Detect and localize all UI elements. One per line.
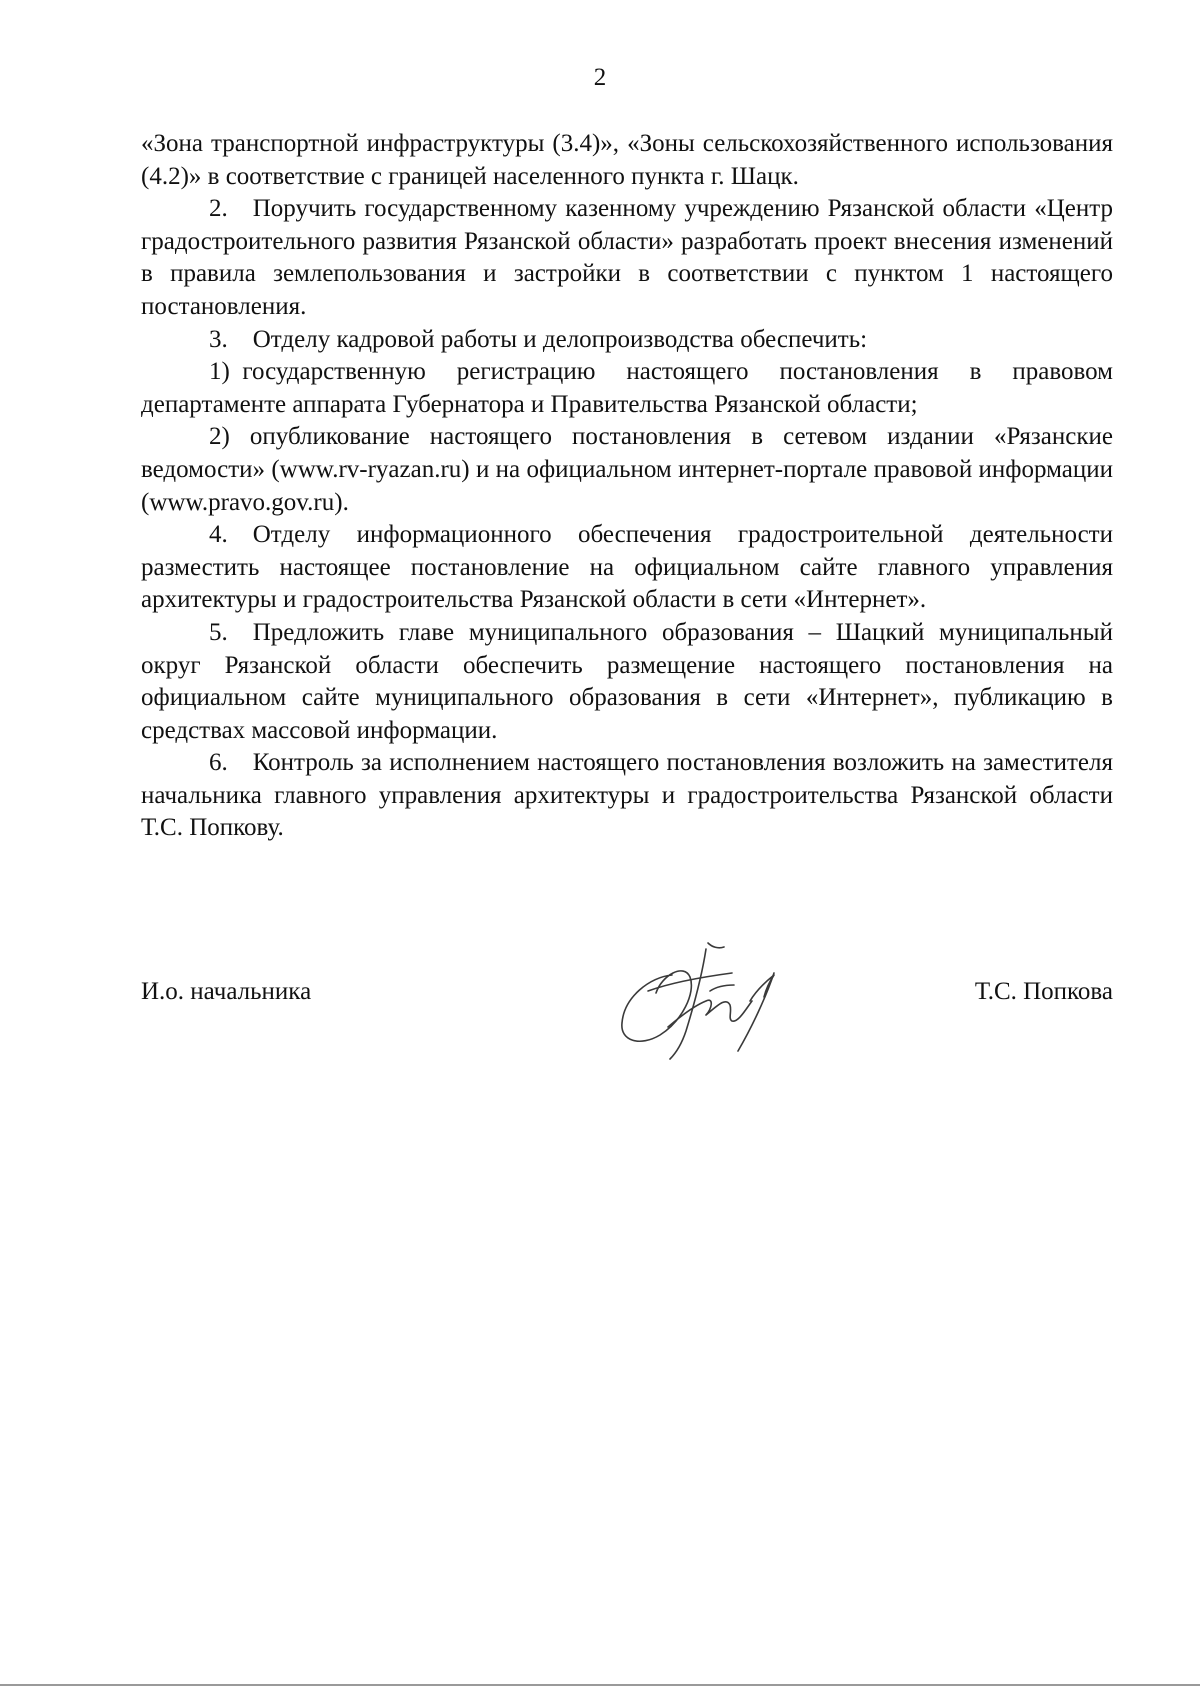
- signer-name: Т.С. Попкова: [974, 978, 1113, 1005]
- paragraph-item-5: 5. Предложить главе муниципального образования – Шацкий муниципальный округ Рязанской области обеспечить размещение настоящего постановления на официальном сайте муниципального образования в сети «Интернет», публикацию в средствах массовой информации.: [141, 618, 1113, 744]
- document-body: [141, 128, 1113, 845]
- page-number: 2: [593, 64, 607, 91]
- paragraph-subitem-1: 1) государственную регистрацию настоящего постановления в правовом департаменте аппарата Губернатора и Правительства Рязанской области;: [141, 358, 1113, 418]
- handwritten-signature: [610, 935, 800, 1060]
- paragraph-item-6: 6. Контроль за исполнением настоящего постановления возложить на заместителя начальника главного управления архитектуры и градостроительства Рязанской области Т.С. Попкову.: [141, 749, 1113, 842]
- paragraph-item-3: 3. Отделу кадровой работы и делопроизводства обеспечить:: [209, 325, 868, 353]
- signer-title: И.о. начальника: [141, 978, 312, 1005]
- paragraph-continuation: «Зона транспортной инфраструктуры (3.4)», «Зоны сельскохозяйственного использования (4.2)» в соответствие с границей населенного пункта г. Шацк.: [141, 130, 1113, 190]
- paragraph-item-2: 2. Поручить государственному казенному учреждению Рязанской области «Центр градостроительного развития Рязанской области» разработать проект внесения изменений в правила землепользования и застройки в соответствии с пунктом 1 настоящего постановления.: [141, 195, 1113, 320]
- paragraph-item-4: 4. Отделу информационного обеспечения градостроительной деятельности разместить настоящее постановление на официальном сайте главного управления архитектуры и градостроительства Рязанской области в сети «Интернет».: [141, 521, 1113, 614]
- page-bottom-edge: [0, 1684, 1200, 1686]
- paragraph-subitem-2: 2) опубликование настоящего постановления в сетевом издании «Рязанские ведомости» (www.rv-ryazan.ru) и на официальном интернет-портале правовой информации (www.pravo.gov.ru).: [141, 423, 1113, 516]
